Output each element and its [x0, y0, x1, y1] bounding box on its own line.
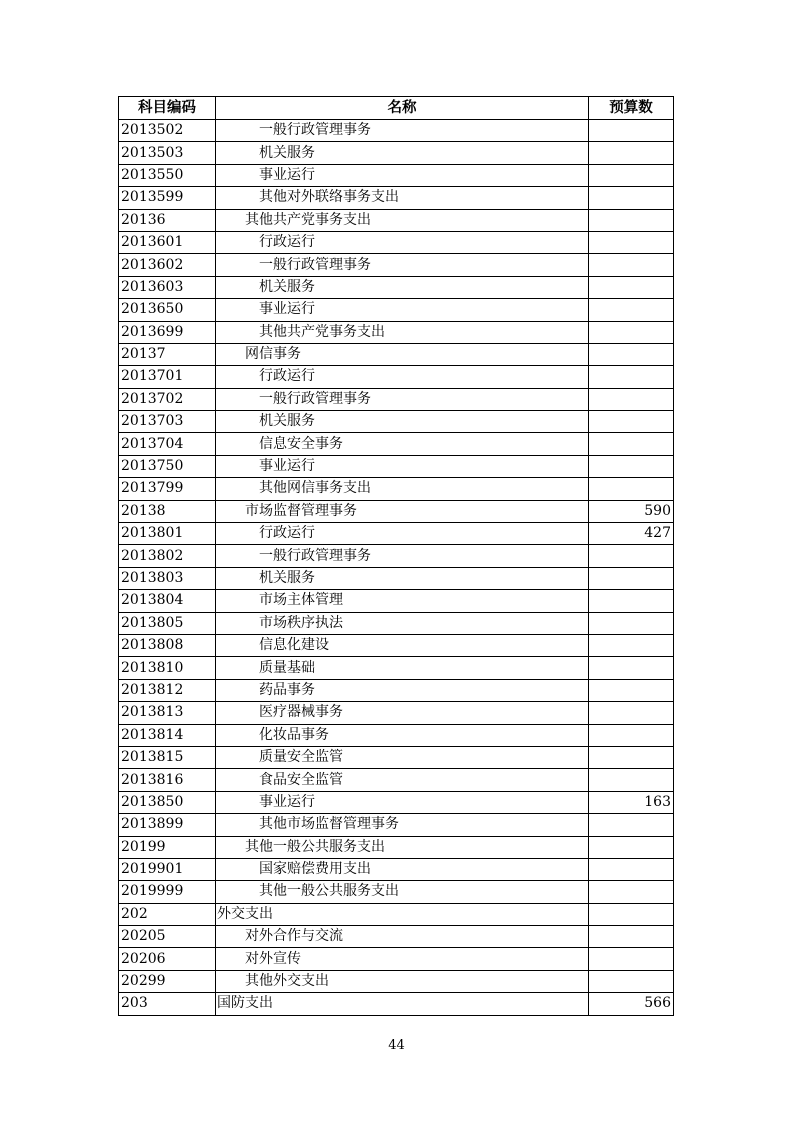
cell-budget — [589, 903, 674, 925]
cell-code: 2019901 — [119, 858, 216, 880]
cell-name: 外交支出 — [216, 903, 589, 925]
table-row — [119, 567, 674, 589]
cell-code: 2013550 — [119, 164, 216, 186]
cell-code: 20299 — [119, 970, 216, 992]
cell-budget — [589, 746, 674, 768]
cell-code: 2013813 — [119, 702, 216, 724]
cell-budget: 163 — [589, 791, 674, 813]
cell-name: 化妆品事务 — [216, 724, 589, 746]
cell-name: 其他共产党事务支出 — [216, 209, 589, 231]
cell-name: 机关服务 — [216, 276, 589, 298]
cell-budget — [589, 433, 674, 455]
cell-code: 2013816 — [119, 769, 216, 791]
cell-code: 2013703 — [119, 411, 216, 433]
cell-code: 20137 — [119, 343, 216, 365]
cell-budget — [589, 769, 674, 791]
cell-code: 2013701 — [119, 366, 216, 388]
cell-name: 其他共产党事务支出 — [216, 321, 589, 343]
cell-code: 2013750 — [119, 455, 216, 477]
cell-budget — [589, 231, 674, 253]
table-row — [119, 455, 674, 477]
cell-budget — [589, 926, 674, 948]
table-row — [119, 366, 674, 388]
table-row — [119, 634, 674, 656]
cell-code: 2013704 — [119, 433, 216, 455]
table-row — [119, 948, 674, 970]
cell-code: 2013803 — [119, 567, 216, 589]
cell-name: 一般行政管理事务 — [216, 388, 589, 410]
table-row — [119, 657, 674, 679]
table-row — [119, 836, 674, 858]
cell-name: 行政运行 — [216, 523, 589, 545]
cell-budget — [589, 478, 674, 500]
cell-code: 2013804 — [119, 590, 216, 612]
cell-code: 2013810 — [119, 657, 216, 679]
cell-budget: 590 — [589, 500, 674, 522]
table-row — [119, 993, 674, 1015]
cell-name: 食品安全监管 — [216, 769, 589, 791]
table-row — [119, 254, 674, 276]
cell-name: 其他一般公共服务支出 — [216, 836, 589, 858]
table-row — [119, 881, 674, 903]
cell-name: 市场主体管理 — [216, 590, 589, 612]
cell-name: 事业运行 — [216, 164, 589, 186]
table-row — [119, 343, 674, 365]
table-row — [119, 209, 674, 231]
cell-name: 市场秩序执法 — [216, 612, 589, 634]
cell-budget — [589, 209, 674, 231]
table-row — [119, 746, 674, 768]
table-row — [119, 970, 674, 992]
table-row — [119, 164, 674, 186]
table-row — [119, 120, 674, 142]
table-row — [119, 187, 674, 209]
cell-name: 其他网信事务支出 — [216, 478, 589, 500]
cell-code: 2013899 — [119, 814, 216, 836]
cell-budget: 427 — [589, 523, 674, 545]
cell-budget — [589, 142, 674, 164]
cell-budget — [589, 164, 674, 186]
cell-name: 一般行政管理事务 — [216, 254, 589, 276]
cell-budget — [589, 120, 674, 142]
cell-code: 203 — [119, 993, 216, 1015]
table-row — [119, 702, 674, 724]
table-row — [119, 814, 674, 836]
cell-code: 20138 — [119, 500, 216, 522]
cell-budget — [589, 679, 674, 701]
cell-name: 国家赔偿费用支出 — [216, 858, 589, 880]
cell-budget — [589, 657, 674, 679]
cell-budget — [589, 343, 674, 365]
table-row — [119, 411, 674, 433]
cell-name: 机关服务 — [216, 142, 589, 164]
cell-name: 对外宣传 — [216, 948, 589, 970]
table-row — [119, 679, 674, 701]
cell-budget — [589, 254, 674, 276]
cell-budget — [589, 366, 674, 388]
table-row — [119, 478, 674, 500]
budget-sheet — [118, 96, 673, 1016]
cell-code: 2013814 — [119, 724, 216, 746]
cell-name: 一般行政管理事务 — [216, 120, 589, 142]
cell-budget — [589, 321, 674, 343]
cell-code: 2013812 — [119, 679, 216, 701]
table-row — [119, 299, 674, 321]
cell-budget — [589, 411, 674, 433]
cell-budget — [589, 702, 674, 724]
cell-name: 质量基础 — [216, 657, 589, 679]
cell-name: 质量安全监管 — [216, 746, 589, 768]
cell-code: 2013699 — [119, 321, 216, 343]
cell-budget — [589, 836, 674, 858]
cell-name: 医疗器械事务 — [216, 702, 589, 724]
table-row — [119, 276, 674, 298]
cell-budget — [589, 567, 674, 589]
table-row — [119, 590, 674, 612]
cell-budget — [589, 388, 674, 410]
cell-code: 2013602 — [119, 254, 216, 276]
cell-name: 机关服务 — [216, 411, 589, 433]
cell-name: 国防支出 — [216, 993, 589, 1015]
cell-name: 网信事务 — [216, 343, 589, 365]
cell-budget: 566 — [589, 993, 674, 1015]
table-header-row — [119, 97, 674, 120]
cell-code: 20205 — [119, 926, 216, 948]
cell-code: 2013650 — [119, 299, 216, 321]
budget-table — [118, 96, 674, 1016]
cell-code: 2013808 — [119, 634, 216, 656]
cell-budget — [589, 814, 674, 836]
cell-budget — [589, 590, 674, 612]
cell-name: 事业运行 — [216, 791, 589, 813]
cell-name: 事业运行 — [216, 299, 589, 321]
cell-name: 事业运行 — [216, 455, 589, 477]
table-row — [119, 858, 674, 880]
cell-name: 一般行政管理事务 — [216, 545, 589, 567]
cell-name: 市场监督管理事务 — [216, 500, 589, 522]
cell-code: 20136 — [119, 209, 216, 231]
cell-budget — [589, 948, 674, 970]
table-row — [119, 545, 674, 567]
cell-name: 其他一般公共服务支出 — [216, 881, 589, 903]
table-row — [119, 903, 674, 925]
cell-code: 2013601 — [119, 231, 216, 253]
table-row — [119, 612, 674, 634]
cell-budget — [589, 612, 674, 634]
header-name: 名称 — [216, 97, 589, 120]
cell-code: 2013799 — [119, 478, 216, 500]
cell-name: 对外合作与交流 — [216, 926, 589, 948]
cell-name: 信息安全事务 — [216, 433, 589, 455]
cell-budget — [589, 881, 674, 903]
header-budget: 预算数 — [589, 97, 674, 120]
cell-name: 药品事务 — [216, 679, 589, 701]
cell-budget — [589, 299, 674, 321]
cell-name: 行政运行 — [216, 366, 589, 388]
cell-code: 2013599 — [119, 187, 216, 209]
cell-budget — [589, 724, 674, 746]
table-row — [119, 523, 674, 545]
cell-budget — [589, 276, 674, 298]
cell-code: 2013850 — [119, 791, 216, 813]
cell-code: 2013502 — [119, 120, 216, 142]
cell-budget — [589, 634, 674, 656]
cell-code: 20206 — [119, 948, 216, 970]
table-row — [119, 769, 674, 791]
table-row — [119, 388, 674, 410]
cell-code: 2013805 — [119, 612, 216, 634]
cell-name: 其他对外联络事务支出 — [216, 187, 589, 209]
cell-code: 2013815 — [119, 746, 216, 768]
header-code: 科目编码 — [119, 97, 216, 120]
cell-name: 其他外交支出 — [216, 970, 589, 992]
cell-budget — [589, 187, 674, 209]
cell-code: 2013801 — [119, 523, 216, 545]
cell-code: 202 — [119, 903, 216, 925]
cell-code: 20199 — [119, 836, 216, 858]
cell-code: 2013702 — [119, 388, 216, 410]
cell-code: 2013503 — [119, 142, 216, 164]
cell-code: 2019999 — [119, 881, 216, 903]
table-row — [119, 791, 674, 813]
cell-budget — [589, 858, 674, 880]
cell-budget — [589, 455, 674, 477]
table-row — [119, 433, 674, 455]
cell-name: 机关服务 — [216, 567, 589, 589]
table-row — [119, 142, 674, 164]
table-row — [119, 724, 674, 746]
table-row — [119, 321, 674, 343]
cell-name: 行政运行 — [216, 231, 589, 253]
cell-code: 2013603 — [119, 276, 216, 298]
cell-name: 其他市场监督管理事务 — [216, 814, 589, 836]
cell-name: 信息化建设 — [216, 634, 589, 656]
table-row — [119, 926, 674, 948]
cell-budget — [589, 970, 674, 992]
table-row — [119, 231, 674, 253]
page-number: 44 — [388, 1038, 405, 1053]
cell-budget — [589, 545, 674, 567]
table-row — [119, 500, 674, 522]
cell-code: 2013802 — [119, 545, 216, 567]
table-body — [119, 120, 674, 1016]
